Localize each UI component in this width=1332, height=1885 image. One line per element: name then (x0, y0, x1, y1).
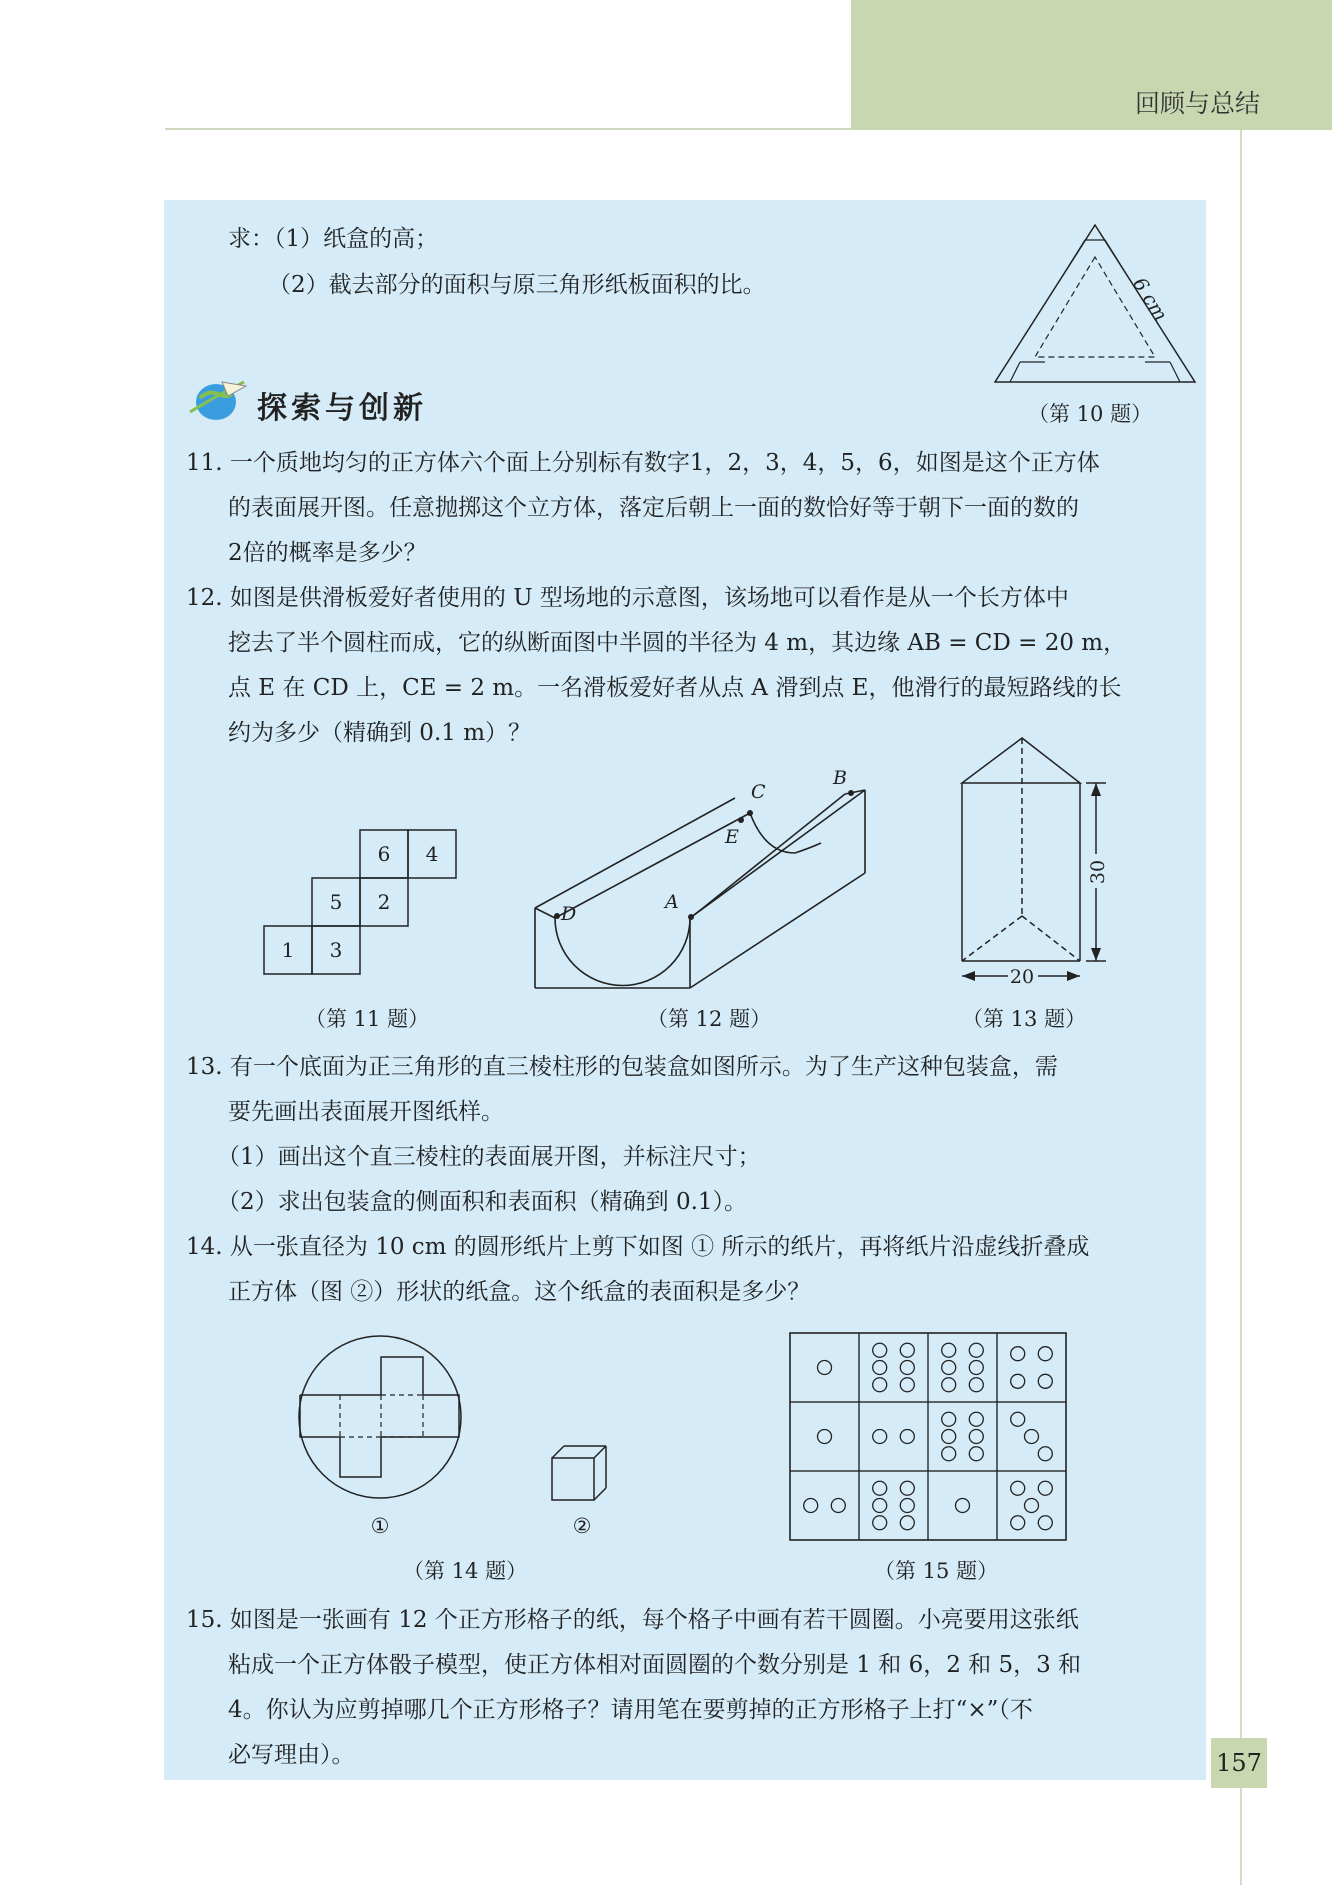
problem10-line2: （2）截去部分的面积与原三角形纸板面积的比。 (268, 272, 766, 298)
dice-dot (969, 1361, 983, 1375)
grid-cell[interactable] (859, 1471, 928, 1540)
problem15-line2: 粘成一个正方体骰子模型，使正方体相对面圆圈的个数分别是 1 和 6，2 和 5，3 和 (228, 1652, 1082, 1678)
dice-dot (804, 1499, 818, 1513)
dice-dot (900, 1499, 914, 1513)
problem13-line4: （2）求出包装盒的侧面积和表面积（精确到 0.1）。 (217, 1189, 748, 1215)
fig14-caption: （第 14 题） (403, 1559, 528, 1583)
fig11-caption: （第 11 题） (305, 1007, 430, 1031)
net-cell: 5 (329, 890, 343, 914)
header-rule (165, 128, 851, 130)
dice-dot (942, 1412, 956, 1426)
dice-dot (900, 1430, 914, 1444)
problem12-line4: 约为多少（精确到 0.1 m）？ (228, 720, 532, 746)
grid-cell[interactable] (790, 1471, 859, 1540)
dice-dot (1025, 1499, 1039, 1513)
dice-dot (873, 1361, 887, 1375)
prism-height-label: 30 (1087, 859, 1109, 885)
dice-dot (1038, 1447, 1052, 1461)
problem11-line1: 11. 一个质地均匀的正方体六个面上分别标有数字1，2，3，4，5，6，如图是这个正方体 (186, 450, 1100, 476)
dice-dot (900, 1361, 914, 1375)
fig13-caption: （第 13 题） (962, 1007, 1087, 1031)
label-e: E (725, 826, 739, 848)
dice-dot (1011, 1516, 1025, 1530)
dice-dot (942, 1343, 956, 1357)
fig15-caption: （第 15 题） (874, 1559, 999, 1583)
grid-cell[interactable] (928, 1402, 997, 1471)
dice-dot (873, 1378, 887, 1392)
label-c: C (751, 781, 766, 803)
grid-cell[interactable] (928, 1471, 997, 1540)
chapter-title: 回顾与总结 (1134, 89, 1260, 118)
dice-dot (1011, 1412, 1025, 1426)
dice-dot (1038, 1481, 1052, 1495)
dice-dot (900, 1378, 914, 1392)
grid-cell[interactable] (790, 1402, 859, 1471)
dice-dot (900, 1343, 914, 1357)
problem13-line3: （1）画出这个直三棱柱的表面展开图，并标注尺寸； (217, 1144, 761, 1170)
grid-cell[interactable] (790, 1333, 859, 1402)
grid-cell[interactable] (997, 1402, 1066, 1471)
fig14-label-1: ① (370, 1514, 390, 1538)
dice-dot (873, 1430, 887, 1444)
fig10-caption: （第 10 题） (1028, 402, 1153, 426)
dice-dot (942, 1430, 956, 1444)
dice-dot (942, 1361, 956, 1375)
problem10-line1: 求：（1）纸盒的高； (228, 226, 439, 252)
problem12-line1: 12. 如图是供滑板爱好者使用的 U 型场地的示意图，该场地可以看作是从一个长方体中 (186, 585, 1069, 611)
dice-dot (956, 1499, 970, 1513)
dice-dot (942, 1378, 956, 1392)
dice-dot (873, 1499, 887, 1513)
fig10-length-label: 6 cm (1128, 273, 1172, 326)
page-number: 157 (1211, 1738, 1267, 1788)
label-a: A (665, 891, 679, 913)
net-cell: 3 (329, 938, 343, 962)
fig12-caption: （第 12 题） (647, 1007, 772, 1031)
figure-15 (788, 1331, 1070, 1541)
grid-cell[interactable] (859, 1333, 928, 1402)
dice-dot (1011, 1347, 1025, 1361)
problem15-line3: 4。你认为应剪掉哪几个正方形格子？请用笔在要剪掉的正方形格子上打“×”（不 (228, 1697, 1033, 1723)
dice-dot (1038, 1516, 1052, 1530)
problem12-line3: 点 E 在 CD 上，CE = 2 m。一名滑板爱好者从点 A 滑到点 E，他滑行的最短路线的长 (228, 675, 1122, 701)
dice-dot (969, 1447, 983, 1461)
dice-dot (873, 1343, 887, 1357)
problem11-line3: 2倍的概率是多少？ (228, 540, 427, 566)
figure-11 (262, 828, 462, 978)
problem13-line2: 要先画出表面展开图纸样。 (228, 1099, 504, 1125)
grid-cell[interactable] (997, 1471, 1066, 1540)
problem14-line2: 正方体（图 ②）形状的纸盒。这个纸盒的表面积是多少？ (228, 1279, 811, 1305)
dice-dot (1038, 1374, 1052, 1388)
dice-dot (900, 1481, 914, 1495)
dice-dot (873, 1516, 887, 1530)
net-cell: 6 (377, 842, 391, 866)
problem13-line1: 13. 有一个底面为正三角形的直三棱柱形的包装盒如图所示。为了生产这种包装盒，需 (186, 1054, 1058, 1080)
label-d: D (561, 903, 577, 925)
figure-12 (525, 768, 875, 998)
net-cell: 1 (281, 938, 295, 962)
grid-cell[interactable] (997, 1333, 1066, 1402)
dice-dot (969, 1430, 983, 1444)
dice-dot (1011, 1481, 1025, 1495)
label-b: B (833, 767, 847, 789)
problem11-line2: 的表面展开图。任意抛掷这个立方体，落定后朝上一面的数恰好等于朝下一面的数的 (228, 495, 1079, 521)
problem15-line4: 必写理由）。 (228, 1742, 355, 1768)
dice-dot (873, 1481, 887, 1495)
grid-cell[interactable] (859, 1402, 928, 1471)
dice-dot (1011, 1374, 1025, 1388)
grid-cell[interactable] (928, 1333, 997, 1402)
net-cell: 2 (377, 890, 391, 914)
dice-dot (818, 1430, 832, 1444)
side-rule (1240, 130, 1242, 1885)
figure-14 (298, 1335, 628, 1538)
dice-dot (1025, 1430, 1039, 1444)
fig14-label-2: ② (572, 1514, 592, 1538)
section-title: 探索与创新 (257, 391, 427, 426)
figure-10 (990, 222, 1200, 392)
dice-dot (900, 1516, 914, 1530)
problem15-line1: 15. 如图是一张画有 12 个正方形格子的纸，每个格子中画有若干圆圈。小亮要用这张纸 (186, 1607, 1079, 1633)
paper-plane-globe-icon (186, 376, 248, 424)
prism-width-label: 20 (1009, 966, 1035, 988)
dice-dot (818, 1361, 832, 1375)
problem14-line1: 14. 从一张直径为 10 cm 的圆形纸片上剪下如图 ① 所示的纸片，再将纸片沿虚线折叠成 (186, 1234, 1090, 1260)
dice-dot (831, 1499, 845, 1513)
problem12-line2: 挖去了半个圆柱而成，它的纵断面图中半圆的半径为 4 m，其边缘 AB = CD = 20 m， (228, 630, 1127, 656)
net-cell: 4 (425, 842, 439, 866)
dice-dot (942, 1447, 956, 1461)
fig10-inner-triangle (1035, 257, 1155, 357)
dice-dot (1038, 1347, 1052, 1361)
dice-dot (969, 1378, 983, 1392)
dice-dot (969, 1412, 983, 1426)
dice-dot (969, 1343, 983, 1357)
figure-13 (950, 736, 1120, 994)
